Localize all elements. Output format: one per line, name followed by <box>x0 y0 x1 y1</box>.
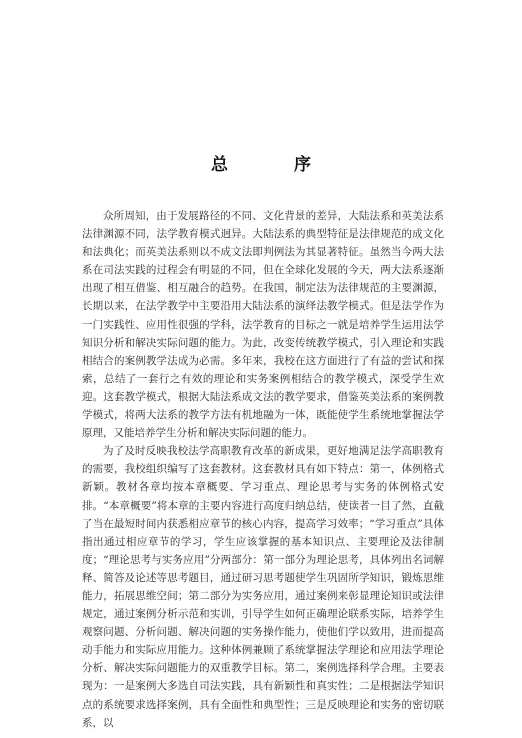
paragraph: 为了及时反映我校法学高职教育改革的新成果，更好地满足法学高职教育的需要，我校组织编写了这套教材。这套教材具有如下特点：第一，体例格式新颖。教材各章均按本章概要、学习重点、理论思考与实务的体例格式安排。“本章概要”将本章的主要内容进行高度归纳总结，使读者一目了然，直截了当在最短时间内获悉相应章节的核心内容，提高学习效率；“学习重点”具体指出通过相应章节的学习，学生应该掌握的基本知识点、主要理论及法律制度；“理论思考与实务应用”分两部分：第一部分为理论思考，具体列出名词解释、简答及论述等思考题目，通过研习思考题使学生巩固所学知识，锻炼思维能力，拓展思维空间；第二部分为实务应用，通过案例来彰显理论知识或法律规定，通过案例分析示范和实训，引导学生如何正确理论联系实际，培养学生观察问题、分析问题、解决问题的实务操作能力，使他们学以致用，进而提高动手能力和实际应用能力。这种体例兼顾了系统掌握法学理论和应用法学理论分析、解决实际问题能力的双重教学目标。第二，案例选择科学合理。主要表现为：一是案例大多选自司法实践，具有新颖性和真实性；二是根据法学知识点的系统要求选择案例，具有全面性和典型性；三是反映理论和实务的密切联系，以 <box>82 445 444 729</box>
preface-title: 总 序 <box>211 155 341 175</box>
preface-body <box>82 207 444 732</box>
paragraph: 众所周知，由于发展路径的不同、文化背景的差异，大陆法系和英美法系法律渊源不同，法学教育模式迥异。大陆法系的典型特征是法律规范的成文化和法典化；而英美法系则以不成文法即判例法为其显著特征。虽然当今两大法系在司法实践的过程会有明显的不同，但在全球化发展的今天，两大法系逐渐出现了相互借鉴、相互融合的趋势。在我国，制定法为法律规范的主要渊源，长期以来，在法学教学中主要沿用大陆法系的演绎法教学模式。但是法学作为一门实践性、应用性很强的学科，法学教育的目标之一就是培养学生运用法学知识分析和解决实际问题的能力。为此，改变传统教学模式，引入理论和实践相结合的案例教学法成为必需。多年来，我校在这方面进行了有益的尝试和探索，总结了一套行之有效的理论和实务案例相结合的教学模式，深受学生欢迎。这套教学模式，根据大陆法系成文法的教学要求，借鉴英美法系的案例教学模式，将两大法系的教学方法有机地融为一体，既能使学生系统地掌握法学原理，又能培养学生分析和解决实际问题的能力。 <box>82 210 444 440</box>
